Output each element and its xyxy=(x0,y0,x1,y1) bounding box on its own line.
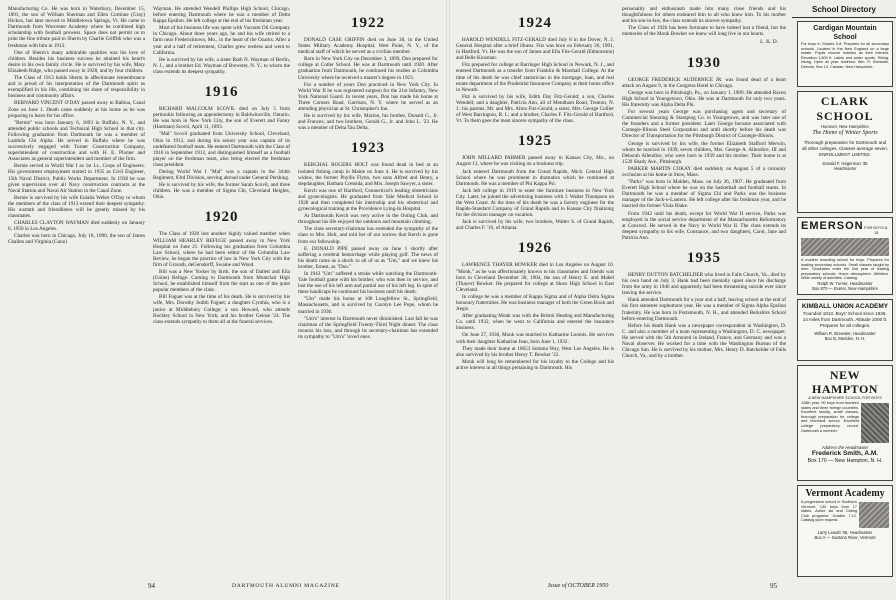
clark-location: Hanover, New Hampshire xyxy=(821,124,869,129)
obituary-paragraph: Jack is survived by his wife, two brothers, Walter S. of Grand Rapids, and Charles F. '16, of Atlanta. xyxy=(456,219,614,232)
obituary-paragraph: For a number of years Don practiced in New York City. In World War II he was registered surgeon for the 21st Infantry, New York National Guard. In recent years, Don has made his home at Three Corners Road, Garrison, N. Y. where he served as an attending physician at St. Christopher's Inn. xyxy=(298,81,438,113)
page-number-left: 94 xyxy=(148,582,155,590)
ad-cardigan[interactable] xyxy=(797,21,893,87)
obituary-paragraph: Charles was born in Chicago, July 18, 1890, the son of James Challen and Virginia (Gano) xyxy=(8,233,145,246)
obituary-paragraph: CHARLES CLAYTON WAYMAN died suddenly on January 6, 1950 in Los Angeles. xyxy=(8,220,145,233)
class-year-heading: 1922 xyxy=(351,15,385,31)
newhampton-text: 128th year. 90 boys from fourteen states and three foreign countries. Excellent faculty, small classes, thorough preparation for college and technical school. Excellent college preparatory record. Dartmouth a member. xyxy=(801,401,859,433)
obituary-paragraph: George was born in Pittsburgh, Pa., on January 1, 1909. He attended Raven High School in Youngstown, Ohio. He was at Dartmouth for only two years. His fraternity was Alpha Delta Phi. xyxy=(622,89,786,108)
vermont-photo xyxy=(859,502,889,528)
newhampton-head: Frederick Smith, A.M. xyxy=(811,450,879,457)
kimball-address: Box B, Meriden, N. H. xyxy=(824,336,866,341)
emerson-contact: Ralph W. Turner, Headmaster xyxy=(817,280,873,286)
class-year-heading: 1923 xyxy=(351,140,385,157)
obituary-paragraph: One of Sherm's many admirable qualities was his love of children. Besides his business success he attained his heart's desire in his own family circle. He is survived by his wife, Mary Elizabeth Ridge, who passed away in 1928, and by four children. xyxy=(8,49,145,74)
obituary-paragraph: Jack entered Dartmouth from the Grand Rapids, Mich. Central High School where he was prominent in dramatics which he continued at Dartmouth. He was a member of Phi Kappa Psi. xyxy=(456,168,614,187)
obituary-paragraph: The Class of 1913 holds Sherm in affectionate remembrance and is proud of his interpretation of the Dartmouth spirit as exemplified in his life, combining his share of responsibility in business and community affairs. xyxy=(8,75,145,100)
obituary-paragraph: KERCHAL ROGERS HOLT was found dead in bed at an isolated fishing camp in Maine on June 4. He is survived by his widow, the former Phyllis Flynn, two sons Alfred and Henry, a stepdaughter, Barbara Cressida, and Mrs. Joseph Sawyer, a sister. xyxy=(298,162,438,187)
obituary-paragraph: RICHARD MALCOLM SCOVIL died on July 5 from peritonitis following an appendectomy in Baldwinsville, Ontario. He was born in New York City, the son of Everett and Fanny (Hartman) Scovil, April 11, 1893. xyxy=(153,106,290,131)
newhampton-name: NEW HAMPTON xyxy=(812,368,878,396)
issue-line: Issue of OCTOBER 1950 xyxy=(548,583,609,589)
directory-title: School Directory xyxy=(792,0,896,18)
obituary-paragraph: Bernie served in World War I as 1st Lt., Corps of Engineers. His government employment started in 1935 as Civil Engineer, 15th Naval District, Public Works Department. In 1938 he was given supervision over all Navy construction contracts at the Naval Station and Naval Air Station in the Canal Zone. xyxy=(8,163,145,194)
obituary-paragraph: Fitz is survived by his wife, Edith Day Fitz-Gerald; a son, Charles Wendell; and a daughter, Patricia Ann, all of Mendham Road, Trenton, N. J.; his parents, Mr. and Mrs. Alton Fitz-Gerald; a sister, Mrs. George Collier of West Barrington, R. I.; and a brother, Charles F. Fitz-Gerald of Hartford, Vt. To them goes the most sincere sympathy of the class. xyxy=(456,93,614,125)
clark-name: CLARK SCHOOL xyxy=(816,94,874,123)
ad-kimball[interactable] xyxy=(797,299,893,361)
signature: L. K. D. xyxy=(760,39,778,46)
vermont-text: A progressive school in Southern Vermont. 130 boys from 17 states. Active ski and Outing Club programs. Grades 7-12. Catalog upon request. xyxy=(801,500,857,523)
obituary-paragraph: "Mal" Scovil graduated from University School, Cleveland, Ohio in 1912, and during his senior year was captain of its undefeated football team. He entered Dartmouth with the Class of 1916 in September 1912, and distinguished himself as a football player on the freshman team, also being elected the freshman class president. xyxy=(153,131,290,168)
class-year-heading: 1920 xyxy=(204,209,239,226)
clark-text: Thorough preparation for Dartmouth and all other colleges. Classes average seven. ENROLLMENT LIMITED. xyxy=(801,140,889,157)
obituary-paragraph: George is survived by his wife, the former Elizabeth Stafford Merwin, whom he married in 1939; seven children, Mrs. George A. Allendice, III and Deborah Allendice, who were born in 1939 and his mother. Their home is at 1539 Shady Ave., Pittsburgh. xyxy=(622,140,786,165)
clark-head: Donald F. Hagerman '35 xyxy=(822,161,868,166)
obituary-paragraph: "Parks" was born in Malden, Mass. on July 26, 1907. He graduated from Everett High School where he was on the basketball and football teams. In Dartmouth he was a member of Sigma Chi and Parks was the business manager of the Jack-o-Lantern. He left college after his freshman year, and he married the former Viola Blake. xyxy=(622,179,786,210)
obituary-paragraph: Born in New York City on December 3, 1899, Don prepared for college at Cutler School. He was at Dartmouth until 1920. After graduation from Dartmouth, he continued his studies at Columbia University where he received a master's degree in 1923. xyxy=(298,56,438,81)
obituary-paragraph: At Dartmouth Kerch was very active in the Outing Club, and throughout his life enjoyed the outdoors and mountain climbing. xyxy=(298,213,438,226)
obituary-paragraph: In college he was a member of Kappa Sigma and of Alpha Delta Sigma honorary fraternities. He was business manager of both the Green Book and Aegis. xyxy=(456,293,614,313)
obituary-paragraph: BERNARD VINCENT O'DAY passed away in Balboa, Canal Zone on June 1. Death came suddenly at his home as he was preparing to leave for his office. xyxy=(8,100,145,119)
school-directory xyxy=(792,0,896,585)
obituary-paragraph: The class secretary-chairman has extended the sympathy of the class to Mrs. Holt, and told her of our sorrow that Kerch is gone from our fellowship. xyxy=(298,226,438,245)
class-year-heading: 1924 xyxy=(518,15,552,31)
obituary-paragraph: "Um's" interest in Dartmouth never diminished. Last fall he was chairman of the Springfield Twenty-Third Night dinner. The class mourns his loss, and through its secretary-chairman has extended its sympathy to "Um's" loved ones. xyxy=(298,315,438,340)
class-year-heading: 1935 xyxy=(687,250,721,266)
ad-clark[interactable] xyxy=(797,91,893,213)
kimball-head: William R. Brewster, Headmaster xyxy=(814,331,876,336)
page-number-right: 95 xyxy=(770,582,777,590)
obituary-paragraph: PARKER MARTIN COKAY died suddenly on August 5 of a coronary occlusion at his home in Stow, Mass. xyxy=(622,165,786,178)
obituary-paragraph: Hank attended Dartmouth for a year and a half, leaving school at the end of his first semester sophomore year. He was a member of Sigma Alpha Epsilon fraternity. He was born in Portsmouth, N. H., and attended Berkshire School before entering Dartmouth. xyxy=(622,297,786,322)
obituary-paragraph: Bernie is survived by his wife Eulalia Weber O'Day to whom the members of the class of 1913 extend their deepest sympathy. His warmth and friendliness will be greatly missed by his classmates. xyxy=(8,194,145,220)
emerson-text: A modern boarding school for boys. Prepares for leading secondary schools. Small classes taught by men. Graduates enter the 2nd year of leading preparatory schools. Home atmosphere. Athletics. Wide variety of activities. Catalog. xyxy=(801,258,889,281)
obituary-paragraph: DONALD CASE GRIFFIN died on June 30, in the United States Military Academy Hospital, West Point, N. Y., of the medical staff of which he served as a civilian member. xyxy=(298,37,438,56)
vermont-name: Vermont Academy xyxy=(805,488,885,499)
obituary-paragraph: He is survived by his wife, a sister Ruth N. Wayman of Berlin, N. J., and a brother Ed. Wayman of Brewster, N. Y., to whom the class extends its deepest sympathy. xyxy=(153,56,290,75)
left-column-1 xyxy=(8,6,145,586)
emerson-right-label: FOR BOYS 8-15 xyxy=(864,226,889,235)
obituary-paragraph: E. DONALD PIPE passed away on June 1 shortly after suffering a cerebral hemorrhage while playing golf. The news of his death came as a shock to all of us as "Um," and we knew his brother, Ernest, as "Don." xyxy=(298,245,438,270)
right-column-1 xyxy=(456,6,614,586)
class-year-heading: 1916 xyxy=(204,84,239,101)
ad-new-hampton[interactable] xyxy=(797,365,893,481)
obituary-paragraph: During World War I "Mal" was a captain in the 344th Regiment, 83rd Division, serving abroad under General Pershing. xyxy=(153,168,290,182)
obituary-paragraph: HAROLD WENDELL FITZ-GERALD died July 8 in the Dover, N. J. General Hospital after a brief illness. Fitz was born on February 26, 1901, in Hartford, Vt. He was the son of James and Ella Fitz-Gerald (Edmonston) and Belle Kinsman. xyxy=(456,37,614,62)
obituary-paragraph: "Bernie" was born January 6, 1893 in Buffalo, N. Y., and attended public schools and Technical High School in that city. Following graduation from Dartmouth he was a member of Lambda Chi Alpha. He served in Buffalo where he was successively engaged with Turner Construction Company, superintendent of construction and with H. E. Plumer and Associates as general superintendent and member of the firm. xyxy=(8,119,145,163)
obituary-paragraph: Jack left college in 1919 to enter the furniture business in New York City. Later, he joined the advertising business with J. Walter Thompson on the West Coast. At the time of his death he was a factory engineer for the Rapids-Standard Company of Grand Rapids and in Kansas City finalizing for the division manager on vacation. xyxy=(456,187,614,219)
obituary-paragraph: LAWRENCE THAYER BOWKER died in Los Angeles on August 10. "Monk," as he was affectionately known to his classmates and friends was born in Cleveland December 30, 1904, the son of Henry E. and Mabel (Thayer) Bowker. He prepared for college at Shaw High School in East Cleveland. xyxy=(456,262,614,293)
vermont-address: Box A — Saxtons River, Vermont xyxy=(814,535,876,540)
obituary-paragraph: From 1942 until his death, except for World War II service, Parks was employed in the social service department of the Massachusetts Reformatory at Concord. He served in the Navy in World War II. The class extends its deepest sympathy to his wife, Constance, and two daughters, Carol, Jane and Patricia Ann. xyxy=(622,210,786,241)
obituary-paragraph: Before his death Hank was a newspaper correspondent in Washington, D. C. and also a member of a team representing a Washington, D. C. newspaper. He served with the 5th Armored in Ireland, France, and Germany and was a Naval observer. He worked for a time with the Washington Bureau of the Chicago Sun. He is survived by his mother, Mrs. Henry D. Batchelder of Falls Church, Va., and by a brother. xyxy=(622,322,786,360)
obituary-paragraph: Most of his business life was spent with Vacuum Oil Company in Chicago. About three years ago, he and his wife retired to a farm near Fredericktown, Mo., in the heart of the Ozarks. After a year and a half of retirement, Charles grew restless and went to California. xyxy=(153,25,290,56)
running-head: DARTMOUTH ALUMNI MAGAZINE xyxy=(232,583,340,589)
obituary-paragraph: The Class of 1920 lost another highly valued member when WILLIAM HEARLEY REFUGE passed away in New York Hospital on June 21. Following his graduation from Columbia Law School, where he had been editor of the Columbia Law Review, he began the practice of law in New York City with the firm of Gravath, deGersdorff, Swaine and Wood. xyxy=(153,231,290,268)
right-page xyxy=(448,0,896,600)
cardigan-name: Cardigan Mountain School xyxy=(813,25,877,41)
obituary-paragraph: Manufacturing Co. He was born in Waterbury, December 15, 1891, the son of William Sherman and Ellen Cortinne (Gray) Hickox, but later moved to Middletown Springs, Vt. He came to Dartmouth from Worcester Academy where he combined high scholarship with football prowess. Space does not permit us to print the fine tribute paid to Sherm by Charlie Griffith who was a freshman with him in 1913. xyxy=(8,6,145,49)
kimball-name: KIMBALL UNION ACADEMY xyxy=(801,303,889,310)
newhampton-photo xyxy=(861,403,889,443)
obituary-paragraph: HENRY DUTTON BATCHELDER who lived in Falls Church, Va., died by his own hand on July 3. Hank had been mentally upset since his discharge from the army in 1946 and apparently had been threatening suicide ever since leaving the service. xyxy=(622,272,786,297)
obituary-paragraph: Bill Fuguet was at the time of his death. He is survived by his wife, Mrs. Dorothy Judith Fuguet; a daughter Cynthia, who is a junior at Middlebury College; a son Howard, who attends Buckley School in New York; and his brother Gelose '24. The class extends sympathy to them all at the funeral services. xyxy=(153,294,290,325)
emerson-name: EMERSON xyxy=(801,220,864,232)
obituary-paragraph: The Class of 1926 has been fortunate to have indeed lost a friend, but the memories of the Monk Bowker we knew will long live in our hearts. xyxy=(622,25,786,38)
ad-vermont[interactable] xyxy=(797,485,893,577)
kimball-text: Founded 1813. Boys' School since 1936. 14 miles from Dartmouth. Altitude 1000 ft. Prepares for all colleges. xyxy=(802,311,888,328)
class-year-heading: 1926 xyxy=(518,240,552,257)
obituary-paragraph: He is survived by his wife, the former Sarah Scovil, and three children. He was a member of Sigma Chi, Cleveland Heights, Ohio. xyxy=(153,182,290,201)
obituary-paragraph: Monk will long be remembered for his loyalty to the College and his active interest in all things pertaining to Dartmouth. His xyxy=(456,358,614,371)
newhampton-box: Box 170 — New Hampton, N. H. xyxy=(807,458,883,464)
obituary-paragraph: Wayman. He attended Wendell Phillips High School, Chicago, before entering Dartmouth where he was a member of Delta Kappa Epsilon. He left college at the end of his freshman year. xyxy=(153,6,290,25)
vermont-head: Larry Leavitt '35, Headmaster xyxy=(817,530,873,535)
obituary-paragraph: GEORGE FREDERICK AUDERNICE JR. was found dead of a heart attack on August 9, in the Congress Hotel in Chicago. xyxy=(622,76,786,89)
obituary-paragraph: "Um" made his home at 108 Longfellow St., Springfield, Massachusetts, and is survived by Carolyn Lee Pope, whom he married in 1936. xyxy=(298,296,438,315)
ad-emerson[interactable] xyxy=(797,217,893,295)
obituary-paragraph: For several years George was purchasing agent and secretary of Commercial Shearing & Stamping Co. in Youngstown, and was later one of the founders and a former president. Later George became associated with Carnegie-Illinois Steel Corporation and until shortly before his death was Director of Transportation for the Pittsburgh District of Carnegie-Illinois. xyxy=(622,109,786,140)
class-year-heading: 1930 xyxy=(687,54,721,71)
left-column-2 xyxy=(153,6,290,586)
obituary-paragraph: He is survived by his wife, Marion, his brother, Donald G., Jr. and Frances; and two brothers, Gerald G., Jr. and John L. '23. He was a member of Delta Tau Delta. xyxy=(298,113,438,132)
obituary-paragraph: After graduating Monk was with the Bristol Heating and Manufacturing Co. until 1932, when he went to California and entered the insurance business. xyxy=(456,313,614,332)
obituary-paragraph: Bill was a New Yorker by birth, the son of Dallett and Ella (Goine) Refuge. Coming to Dartmouth from Montclair High School, he established himself from the start as one of the quiet popular members of the class. xyxy=(153,269,290,294)
obituary-paragraph: JOHN MILLARD PARMER passed away in Kansas City, Mo., on August 13, where he was visiting on a business trip. xyxy=(456,155,614,168)
emerson-address: Box 870 — Exeter, New Hampshire xyxy=(812,285,878,291)
obituary-paragraph: Kerch was one of Hartford, Connecticut's leading obstetricians and gynecologists. He graduated from Yale Medical School in 1928 and then completed his internship and his obstetrical and gynecological training at the Providence Lying-In Hospital. xyxy=(298,187,438,213)
clark-tagline: The Home of Winter Sports xyxy=(812,130,878,136)
newhampton-address-label: Address the Headmaster xyxy=(821,445,869,450)
left-column-3 xyxy=(298,6,438,586)
obituary-paragraph: On June 27, 1930, Monk was married to Katharine Loomis. He survives with their daughter Katharine Jean, born June 1, 1932. xyxy=(456,332,614,345)
obituary-paragraph: personality and enthusiasm made him many close friends and his thoughtfulness for others endeared him to all who knew him. To his mother and his son-in-law, the class extends its sincere sympathy. xyxy=(622,6,786,25)
cardigan-text: For boys in Grades 5-8. Prepares for all secondary schools. Located in the New England on a large estate. Pupils choose hobbies as their interest. Elevation 1,800 ft. Lakes and water sports. Skiing, hiking. Open all year. Address: Wm. R. Brewster, Director, Box 14, Canaan, New Hampshire. xyxy=(801,42,889,69)
emerson-photo xyxy=(801,238,889,256)
newhampton-subtitle: A NEW HAMPSHIRE SCHOOL FOR BOYS xyxy=(808,396,882,400)
obituary-paragraph: In 1943 "Um" suffered a stroke while watching the Dartmouth-Yale football game with his brother, who was then in service, and lost the use of his left arm and partial use of his left leg. In spite of these handicaps he continued his business until his death. xyxy=(298,271,438,296)
obituary-paragraph: They made their home at 10653 Somma Way, West Los Angeles. He is also survived by his brother Henry T. Bowker '22. xyxy=(456,345,614,358)
obituary-paragraph: Fitz prepared for college at Barringer High School in Newark, N. J., and entered Dartmouth as a transfer from Franklin & Marshall College. At the time of his death he was chief statistician in the mortgage, loan, and real estate department of the Prudential Insurance Company at their home office in Newark. xyxy=(456,62,614,93)
clark-head-title: Headmaster xyxy=(833,166,857,171)
right-column-2 xyxy=(622,6,786,586)
class-year-heading: 1925 xyxy=(518,133,552,150)
